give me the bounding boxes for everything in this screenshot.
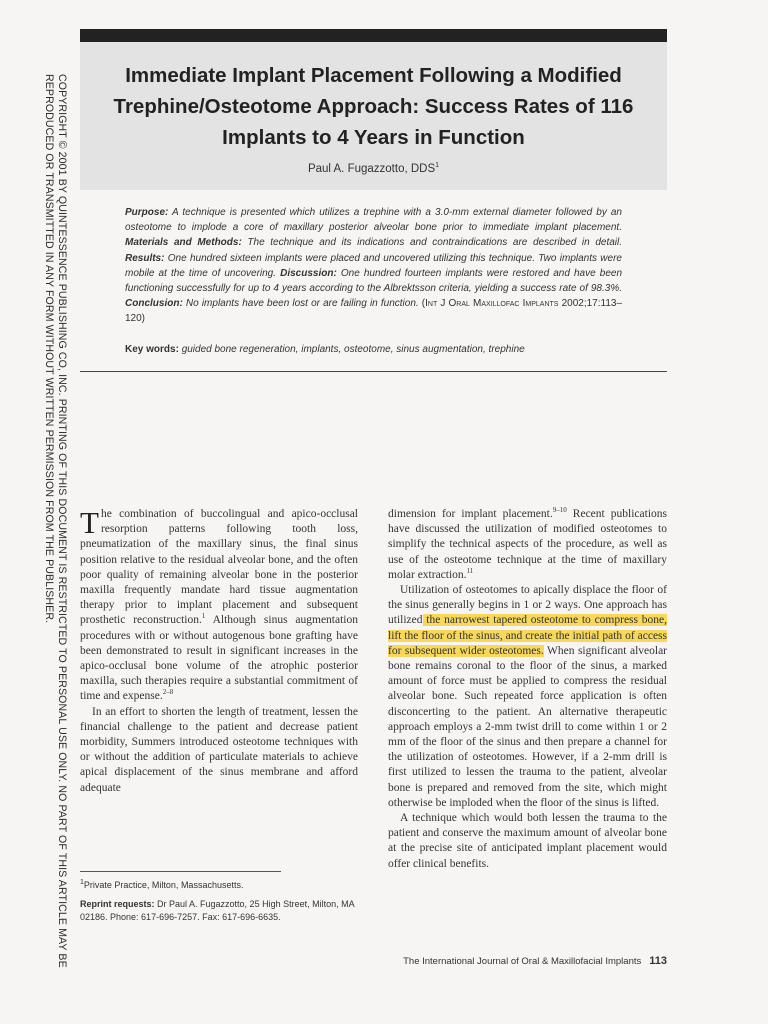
page-number: 113 bbox=[649, 955, 667, 967]
keywords-label: Key words: bbox=[125, 344, 179, 355]
affiliation-footnote bbox=[80, 879, 355, 892]
author-affil-mark: 1 bbox=[435, 162, 440, 170]
page-footer bbox=[392, 955, 667, 967]
left-paragraph-1-text-b: Although sinus augmentation procedures with or without autogenous bone grafting have been demonstrated to result in significant increases in the apico-occlusal bone volume of the atrophic posterior maxilla, such therapies require a substantial commitment of time and expense. bbox=[80, 614, 358, 703]
results-label: Results: bbox=[125, 252, 165, 264]
reprint-footnote bbox=[80, 898, 355, 924]
copyright-line-1: COPYRIGHT © 2001 BY QUINTESSENCE PUBLISHING CO, INC. PRINTING OF THIS DOCUMENT IS RESTRICTED TO PERSONAL USE ONLY. NO PART OF THIS ARTICLE MAY BE bbox=[56, 74, 68, 968]
section-divider bbox=[80, 371, 667, 372]
reference-mark: 9–10 bbox=[552, 506, 567, 515]
footnote-divider bbox=[80, 871, 281, 872]
conclusion-text: No implants have been lost or are failing in function. bbox=[185, 298, 419, 310]
author-line bbox=[80, 163, 667, 175]
copyright-notice bbox=[42, 74, 68, 968]
journal-name: The International Journal of Oral & Maxillofacial Implants bbox=[403, 956, 642, 967]
right-paragraph-1-text-b: Recent publications have discussed the utilization of modified osteotomes to simplify the technical aspects of the procedure, as well as use of the osteotome technique at the time of maxillary molar extraction. bbox=[388, 508, 667, 581]
title-band bbox=[80, 42, 667, 190]
citation-open: (I bbox=[421, 298, 428, 310]
methods-label: Materials and Methods: bbox=[125, 237, 242, 249]
reference-mark: 2–8 bbox=[162, 688, 174, 697]
affiliation-mark: 1 bbox=[80, 879, 84, 886]
abstract bbox=[125, 205, 622, 327]
right-paragraph-1 bbox=[388, 507, 667, 583]
body-column-right bbox=[388, 507, 667, 872]
conclusion-label: Conclusion: bbox=[125, 298, 183, 310]
methods-text: The technique and its indications and contraindications are described in detail. bbox=[247, 237, 623, 249]
discussion-text: One hundred fourteen implants were restored and have been functioning successfully for up to 4 years according to the Albrektsson criteria, yielding a success rate of 98.3%. bbox=[125, 267, 622, 295]
purpose-text: A technique is presented which utilizes a trephine with a 3.0-mm external diameter followed by an osteotome to implode a core of maxillary posterior alveolar bone prior to immediate implant placement. bbox=[125, 207, 622, 234]
reference-mark: 1 bbox=[201, 612, 206, 621]
reference-mark: 11 bbox=[466, 566, 474, 575]
keywords bbox=[125, 344, 622, 355]
copyright-line-2: REPRODUCED OR TRANSMITTED IN ANY FORM WITHOUT WRITTEN PERMISSION FROM THE PUBLISHER. bbox=[43, 74, 55, 624]
body-column-left bbox=[80, 507, 358, 796]
keywords-terms: guided bone regeneration, implants, osteotome, sinus augmentation, trephine bbox=[181, 344, 525, 355]
reprint-label: Reprint requests: bbox=[80, 899, 155, 909]
right-paragraph-2 bbox=[388, 583, 667, 811]
author-name: Paul A. Fugazzotto, DDS bbox=[307, 163, 436, 175]
purpose-label: Purpose: bbox=[125, 207, 169, 218]
right-paragraph-2-text-a: Utilization of osteotomes to apically displace the floor of the sinus generally begins in 1 or 2 ways. One approach has utilized bbox=[388, 584, 667, 627]
header-bar bbox=[80, 29, 667, 42]
right-paragraph-1-text-a: dimension for implant placement. bbox=[388, 508, 553, 520]
footnotes bbox=[80, 879, 355, 930]
right-paragraph-3: A technique which would both lessen the trauma to the patient and conserve the maximum amount of alveolar bone at the precise site of anticipated implant placement would offer clinical benefits. bbox=[388, 812, 667, 870]
drop-cap: T bbox=[80, 505, 99, 540]
citation-volume: 2002;17:113–120) bbox=[125, 298, 623, 325]
article-title: Immediate Implant Placement Following a Modified Trephine/Osteotome Approach: Success Rates of 116 Implants to 4 Years in Function bbox=[113, 64, 634, 149]
reprint-text: Dr Paul A. Fugazzotto, 25 High Street, Milton, MA 02186. Phone: 617-696-7257. Fax: 617-696-6635. bbox=[80, 899, 355, 922]
left-paragraph-2: In an effort to shorten the length of treatment, lessen the financial challenge to the patient and decrease patient morbidity, Summers introduced osteotome techniques with or without the addition of particulate materials to achieve apical displacement of the sinus membrane and afford adequate bbox=[80, 705, 358, 794]
highlighted-passage: the narrowest tapered osteotome to compress bone, lift the floor of the sinus, and create the initial path of access for subsequent wider osteotomes. bbox=[388, 614, 667, 657]
left-paragraph-1-text-a: he combination of buccolingual and apico-occlusal resorption patterns following tooth loss, pneumatization of the maxillary sinus, the final sinus position relative to the residual alveolar bone, and the often poor quality of remaining alveolar bone in the posterior maxilla frequently mandate hard tissue augmentation therapy prior to implant placement and subsequent prosthetic reconstruction. bbox=[80, 508, 358, 627]
left-paragraph-1 bbox=[80, 507, 358, 705]
results-text: One hundred sixteen implants were placed and uncovered utilizing this technique. Two implants were mobile at the time of uncovering. bbox=[125, 252, 622, 279]
affiliation-text: Private Practice, Milton, Massachusetts. bbox=[83, 880, 244, 890]
discussion-label: Discussion: bbox=[280, 267, 337, 279]
citation-journal: nt J Oral Maxillofac Implants bbox=[427, 298, 559, 310]
right-paragraph-2-text-b: When significant alveolar bone remains coronal to the floor of the sinus, a marked amount of force must be applied to compress the residual alveolar bone. Such repeated force application is often disconcerting to the patient. An alternative therapeutic approach employs a 2-mm twist drill to come within 1 or 2 mm of the floor of the sinus and then prepare a channel for the utilization of osteotomes. However, if a 2-mm drill is first utilized to lessen the trauma to the patient, alveolar bone is prepared and removed from the site, which might otherwise be imploded when the floor of the sinus is lifted. bbox=[388, 644, 667, 809]
